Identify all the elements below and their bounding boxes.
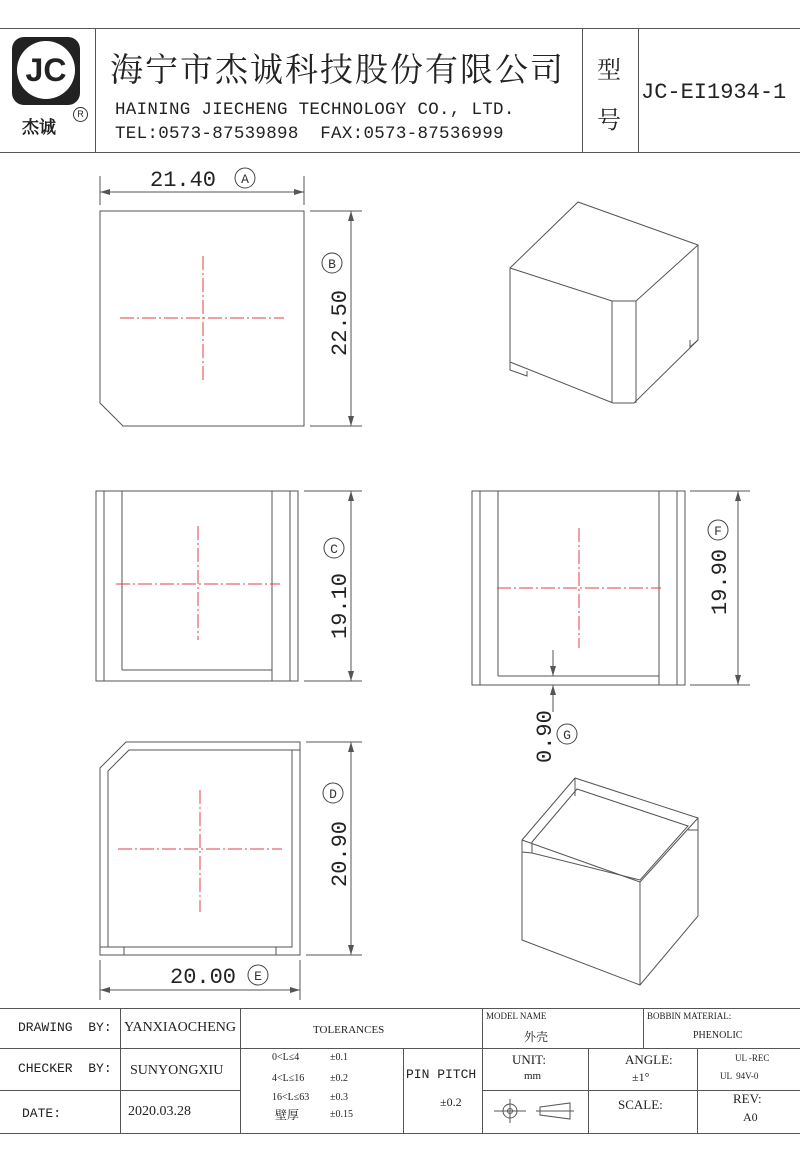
ul-rec: UL -REC (735, 1053, 770, 1063)
marker-F: F (714, 524, 722, 539)
tol-range-1: 0<L≤4 (272, 1052, 300, 1063)
company-contact: TEL:0573-87539898 FAX:0573-87536999 (115, 124, 504, 144)
checker-by-label: CHECKER BY: (18, 1061, 112, 1076)
model-name-value: 外壳 (524, 1030, 549, 1044)
isometric-view-open (522, 778, 698, 985)
top-view (100, 176, 362, 426)
pin-pitch-label: PIN PITCH (406, 1067, 477, 1082)
rev-value: A0 (743, 1110, 758, 1124)
ul-94v0: UL 94V-0 (720, 1071, 759, 1081)
bobbin-material-value: PHENOLIC (693, 1030, 743, 1041)
drawing-by-value: YANXIAOCHENG (124, 1020, 236, 1035)
drawing-by-label: DRAWING BY: (18, 1020, 112, 1035)
date-label: DATE: (22, 1106, 62, 1121)
tolerances-label: TOLERANCES (313, 1024, 385, 1036)
front-view (96, 491, 362, 681)
logo-text: JC (25, 52, 67, 88)
tol-range-3: 16<L≤63 (272, 1092, 310, 1103)
dim-A-value: 21.40 (150, 168, 217, 193)
isometric-view-top (510, 202, 698, 403)
angle-label: ANGLE: (625, 1052, 673, 1067)
marker-D: D (329, 787, 337, 802)
dim-G-value: 0.90 (533, 710, 558, 763)
dim-D-value: 20.90 (328, 820, 353, 887)
dim-C-value: 19.10 (328, 572, 353, 639)
angle-value: ±1° (632, 1070, 650, 1084)
tol-value-4: ±0.15 (330, 1109, 353, 1120)
dim-F-value: 19.90 (708, 548, 733, 615)
dim-E-value: 20.00 (170, 965, 237, 990)
tol-value-3: ±0.3 (330, 1092, 348, 1103)
bobbin-material-label: BOBBIN MATERIAL: (647, 1011, 732, 1021)
pin-pitch-value: ±0.2 (440, 1095, 462, 1109)
projection-symbol-icon (492, 1098, 584, 1124)
marker-A: A (241, 172, 249, 187)
marker-G: G (563, 728, 571, 743)
logo-sub: 杰诚 (22, 118, 56, 138)
unit-label: UNIT: (512, 1052, 547, 1067)
rev-label: REV: (733, 1091, 762, 1106)
model-number: JC-EI1934-1 (641, 80, 787, 105)
type-label-2: 号 (597, 106, 621, 134)
registered-mark: R (73, 107, 88, 122)
date-value: 2020.03.28 (128, 1104, 191, 1119)
type-label-1: 型 (597, 56, 621, 84)
model-name-label: MODEL NAME (486, 1011, 547, 1021)
checker-by-value: SUNYONGXIU (130, 1063, 224, 1078)
tol-range-4: 壁厚 (275, 1108, 300, 1122)
marker-E: E (254, 969, 262, 984)
marker-B: B (328, 257, 336, 272)
dim-B-value: 22.50 (328, 289, 353, 356)
scale-label: SCALE: (618, 1097, 663, 1112)
tol-value-1: ±0.1 (330, 1052, 348, 1063)
company-name-en: HAINING JIECHENG TECHNOLOGY CO., LTD. (115, 100, 515, 120)
company-name-cn: 海宁市杰诚科技股份有限公司 (110, 50, 565, 89)
tol-value-2: ±0.2 (330, 1073, 348, 1084)
bottom-view (100, 742, 362, 1000)
marker-C: C (330, 542, 338, 557)
tol-range-2: 4<L≤16 (272, 1073, 305, 1084)
unit-value: mm (524, 1070, 542, 1082)
